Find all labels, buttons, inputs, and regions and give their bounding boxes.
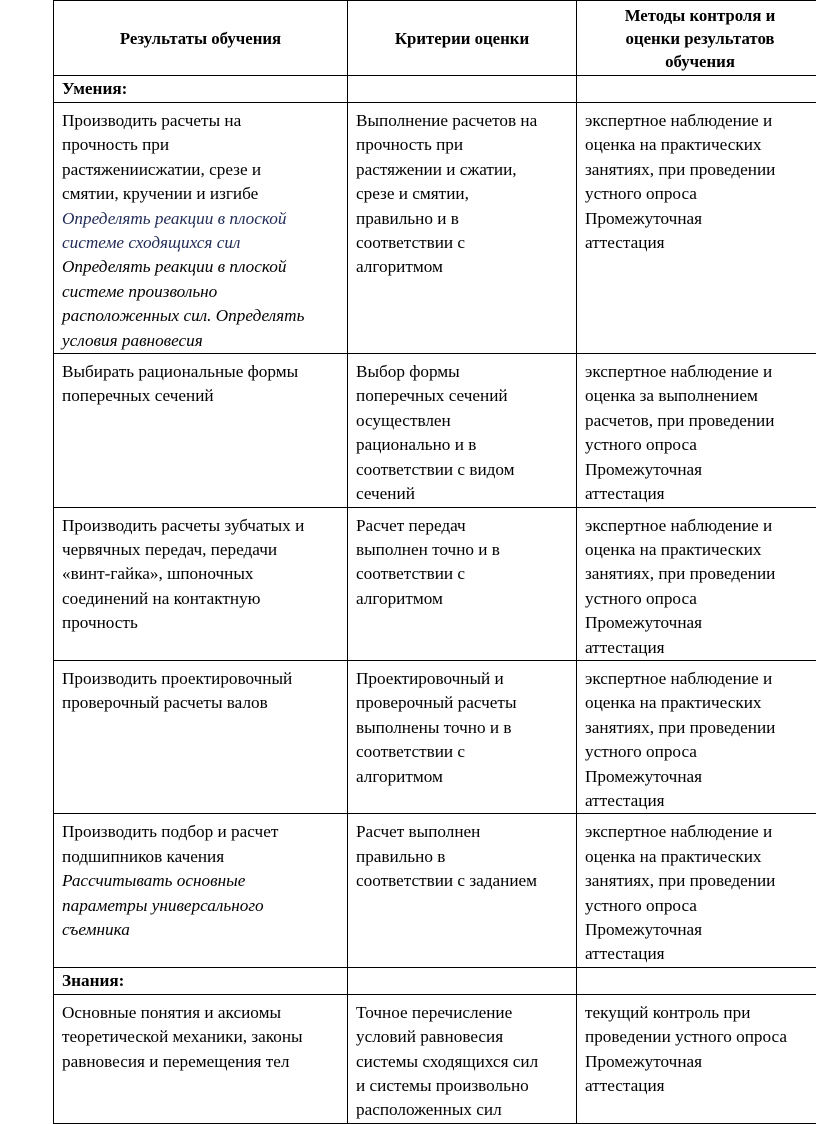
section-knowledge-row bbox=[54, 967, 816, 994]
methods-cell: текущий контроль при проведении устного опроса Промежуточная аттестация bbox=[577, 994, 816, 1123]
result-cell: Выбирать рациональные формы поперечных сечений bbox=[54, 354, 348, 507]
table-row bbox=[54, 994, 816, 1123]
result-cell: Производить расчеты зубчатых и червячных передач, передачи «винт-гайка», шпоночных соединений на контактную прочность bbox=[54, 507, 348, 660]
header-criteria: Критерии оценки bbox=[348, 1, 577, 76]
header-results: Результаты обучения bbox=[54, 1, 348, 76]
result-cell: Основные понятия и аксиомы теоретической механики, законы равновесия и перемещения тел bbox=[54, 994, 348, 1123]
header-row bbox=[54, 1, 816, 76]
table-row bbox=[54, 354, 816, 507]
criteria-cell: Расчет передач выполнен точно и в соответствии с алгоритмом bbox=[348, 507, 577, 660]
criteria-cell: Точное перечисление условий равновесия системы сходящихся сил и системы произвольно расположенных сил bbox=[348, 994, 577, 1123]
table-row bbox=[54, 103, 816, 354]
result-cell: Производить подбор и расчет подшипников качения Рассчитывать основные параметры универсального съемника bbox=[54, 814, 348, 967]
methods-cell: экспертное наблюдение и оценка на практических занятиях, при проведении устного опроса Промежуточная аттестация bbox=[577, 103, 816, 354]
criteria-cell: Проектировочный и проверочный расчеты выполнены точно и в соответствии с алгоритмом bbox=[348, 660, 577, 813]
criteria-cell: Расчет выполнен правильно в соответствии с заданием bbox=[348, 814, 577, 967]
table-row bbox=[54, 507, 816, 660]
table-row bbox=[54, 660, 816, 813]
criteria-cell: Выполнение расчетов на прочность при растяжении и сжатии, срезе и смятии, правильно и в соответствии с алгоритмом bbox=[348, 103, 577, 354]
criteria-cell: Выбор формы поперечных сечений осуществлен рационально и в соответствии с видом сечений bbox=[348, 354, 577, 507]
result-cell: Производить расчеты на прочность при растяжениисжатии, срезе и смятии, кручении и изгибе Определять реакции в плоской системе сходящихся сил Определять реакции в плоской системе произвольно расположенных сил. Определять условия равновесия bbox=[54, 103, 348, 354]
methods-cell: экспертное наблюдение и оценка на практических занятиях, при проведении устного опроса Промежуточная аттестация bbox=[577, 660, 816, 813]
section-skills-row bbox=[54, 76, 816, 103]
header-methods: Методы контроля и оценки результатов обучения bbox=[577, 1, 816, 76]
section-skills-label: Умения: bbox=[54, 76, 348, 103]
methods-cell: экспертное наблюдение и оценка на практических занятиях, при проведении устного опроса Промежуточная аттестация bbox=[577, 507, 816, 660]
assessment-table bbox=[53, 0, 816, 1124]
result-cell: Производить проектировочный проверочный расчеты валов bbox=[54, 660, 348, 813]
section-knowledge-label: Знания: bbox=[54, 967, 348, 994]
table-row bbox=[54, 814, 816, 967]
methods-cell: экспертное наблюдение и оценка на практических занятиях, при проведении устного опроса Промежуточная аттестация bbox=[577, 814, 816, 967]
methods-cell: экспертное наблюдение и оценка за выполнением расчетов, при проведении устного опроса Промежуточная аттестация bbox=[577, 354, 816, 507]
